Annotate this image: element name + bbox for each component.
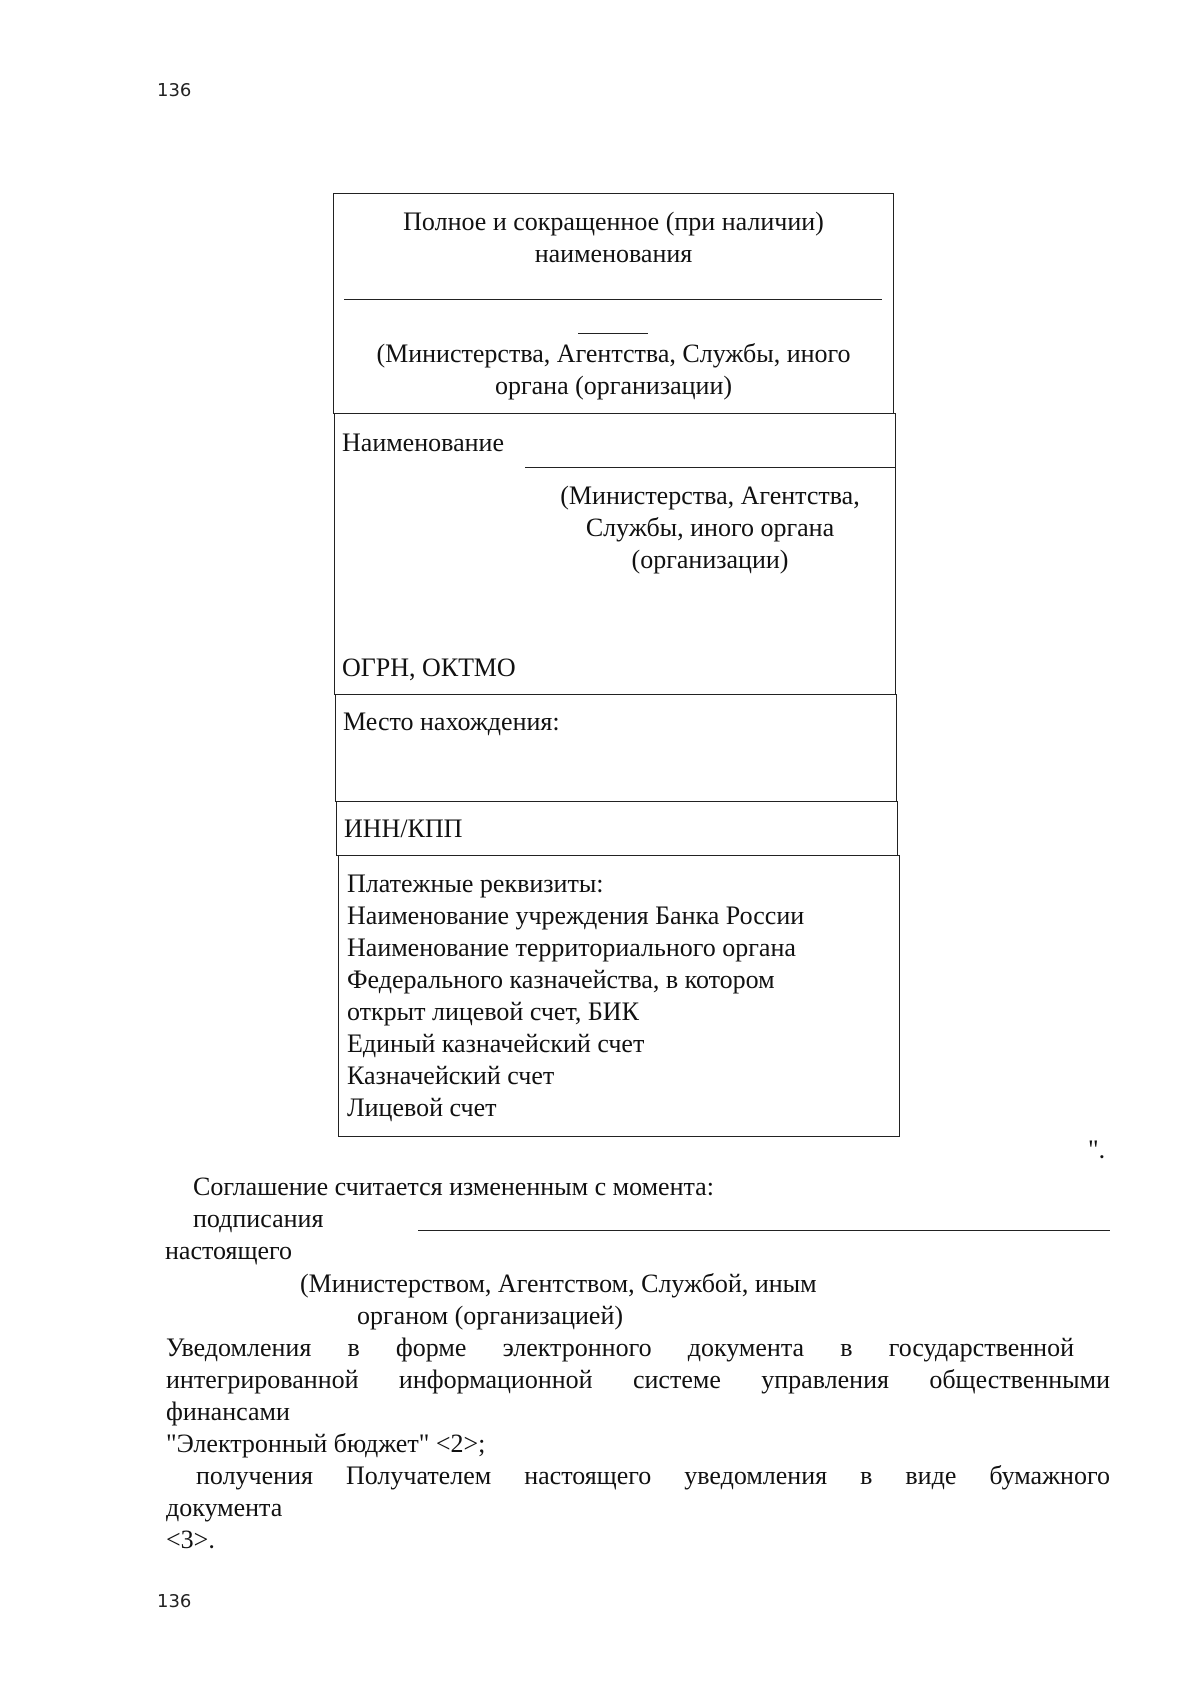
- agency-caption-line2: органа (организации): [494, 371, 733, 400]
- organization-caption-line1: (Министерства, Агентства,: [560, 481, 860, 510]
- payment-details-line: Федерального казначейства, в котором: [347, 965, 775, 994]
- page-number-top: 136: [157, 80, 192, 101]
- payment-details-block: [338, 855, 900, 1137]
- payment-details-line: Платежные реквизиты:: [347, 869, 604, 898]
- body-line-9: документа: [166, 1493, 283, 1522]
- ogrn-oktmo-label: ОГРН, ОКТМО: [342, 653, 516, 682]
- body-line-4: Уведомления в форме электронного документа в государственной: [166, 1333, 1074, 1362]
- agency-title-line2: наименования: [534, 239, 693, 268]
- page-number-bottom: 136: [157, 1591, 192, 1612]
- body-line-1: Соглашение считается измененным с момента:: [193, 1172, 714, 1201]
- signatory-caption-line1: (Министерством, Агентством, Службой, иным: [300, 1269, 817, 1298]
- signatory-fill-line: [418, 1230, 1110, 1231]
- body-line-7: "Электронный бюджет" <2>;: [166, 1429, 486, 1458]
- closing-quote: ".: [1088, 1135, 1106, 1164]
- payment-details-line: открыт лицевой счет, БИК: [347, 997, 639, 1026]
- inn-kpp-block: [336, 801, 898, 856]
- organization-name-fill-line: [525, 467, 895, 468]
- signatory-caption-line2: органом (организацией): [357, 1301, 624, 1330]
- payment-details-line: Наименование территориального органа: [347, 933, 796, 962]
- agency-short-dash: [578, 333, 648, 334]
- organization-caption-line3: (организации): [631, 545, 789, 574]
- agency-title-line1: Полное и сокращенное (при наличии): [403, 207, 824, 236]
- inn-kpp-label: ИНН/КПП: [344, 814, 463, 843]
- organization-caption-line2: Службы, иного органа: [585, 513, 835, 542]
- body-line-3: настоящего: [165, 1236, 293, 1265]
- body-line-6: финансами: [166, 1397, 290, 1426]
- payment-details-line: Наименование учреждения Банка России: [347, 901, 805, 930]
- agency-name-block: [333, 193, 894, 414]
- body-line-5: интегрированной информационной системе управления общественными: [166, 1365, 1110, 1394]
- body-line-2: подписания: [193, 1204, 324, 1233]
- agency-caption-line1: (Министерства, Агентства, Службы, иного: [376, 339, 851, 368]
- body-line-10: <3>.: [166, 1525, 215, 1554]
- location-label: Место нахождения:: [343, 707, 560, 736]
- location-block: [335, 694, 897, 802]
- organization-name-label: Наименование: [342, 428, 504, 457]
- payment-details-line: Единый казначейский счет: [347, 1029, 645, 1058]
- body-line-8: получения Получателем настоящего уведомления в виде бумажного: [196, 1461, 1110, 1490]
- organization-name-block: [334, 413, 896, 695]
- payment-details-line: Казначейский счет: [347, 1061, 555, 1090]
- payment-details-line: Лицевой счет: [347, 1093, 497, 1122]
- agency-name-fill-line: [344, 299, 882, 300]
